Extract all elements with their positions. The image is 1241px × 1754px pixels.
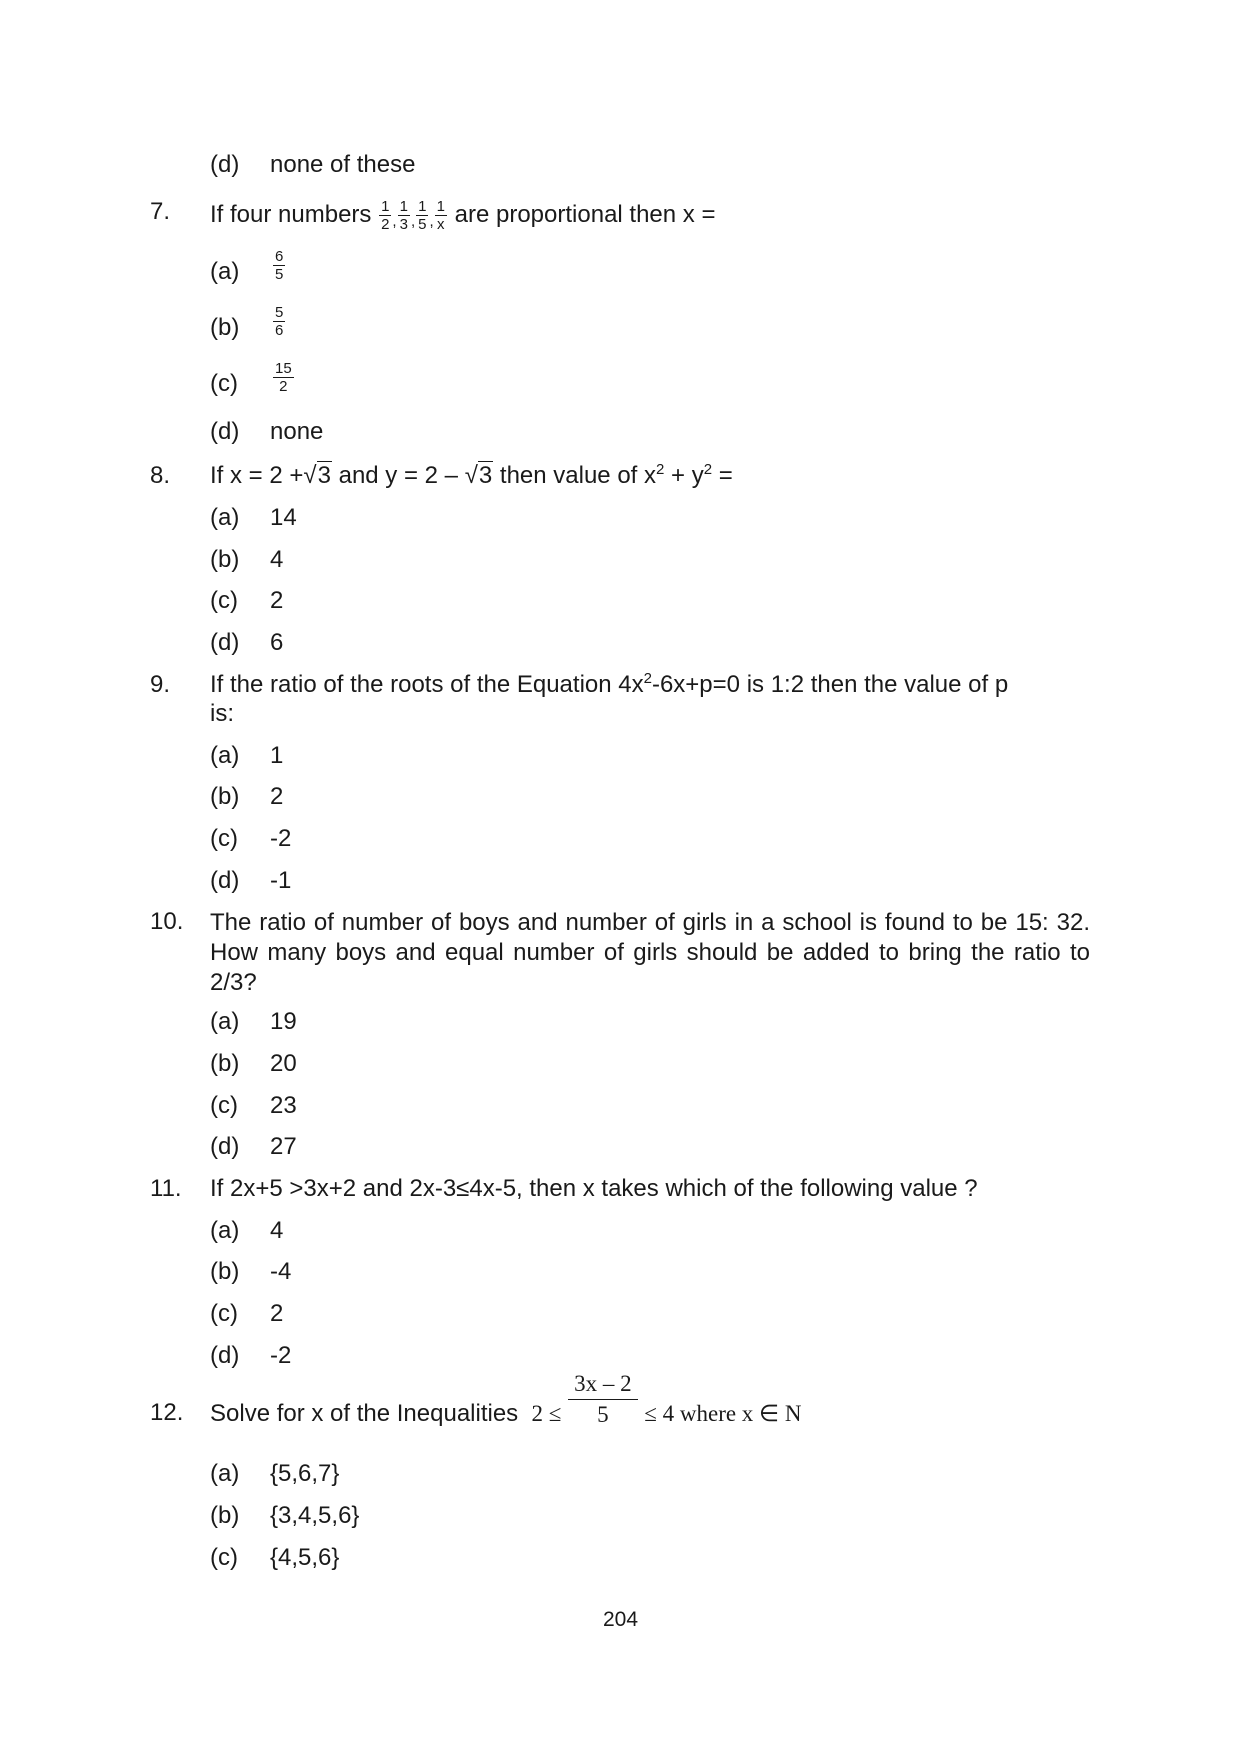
option-label: (b) <box>210 1502 240 1529</box>
fraction: $\frac{1}{2}$ <box>381 198 390 233</box>
question-text: If x = 2 +√3 and y = 2 – √3 then value of $x^2 + y^2$ = <box>210 461 733 489</box>
option-label: (b) <box>210 546 240 573</box>
square-root: √3 <box>464 462 493 489</box>
option-label: (c) <box>210 370 238 397</box>
option-text: 27 <box>270 1133 297 1160</box>
option-label: (a) <box>210 258 240 285</box>
square-root: √3 <box>303 462 331 489</box>
option-text: {5,6,7} <box>270 1460 340 1487</box>
option-label: (c) <box>210 1544 238 1571</box>
option-fraction: $\frac{5}{6}$ <box>275 304 284 339</box>
option-text: -1 <box>270 867 292 894</box>
option-label: (d) <box>210 418 240 445</box>
inequality-rhs: ≤ 4 where x ∈ N <box>644 1400 802 1426</box>
question-number: 10. <box>150 908 184 935</box>
option-text: {4,5,6} <box>270 1544 340 1571</box>
option-text: 14 <box>270 504 297 531</box>
option-label: (a) <box>210 1460 240 1487</box>
option-label: (b) <box>210 1050 240 1077</box>
option-label: (c) <box>210 1092 238 1119</box>
option-text: 19 <box>270 1008 297 1035</box>
option-text: 6 <box>270 629 284 656</box>
fraction: $\frac{1}{x}$ <box>436 198 445 233</box>
option-fraction: $\frac{15}{2}$ <box>275 360 292 395</box>
option-label: (c) <box>210 587 238 614</box>
option-text: 1 <box>270 742 284 769</box>
question-text: If 2x+5 >3x+2 and 2x-3≤4x-5, then x takes which of the following value ? <box>210 1175 978 1202</box>
option-label: (d) <box>210 1133 240 1160</box>
option-text: none of these <box>270 151 416 178</box>
fraction: $\frac{1}{3}$ <box>399 198 408 233</box>
option-text: 4 <box>270 1217 284 1244</box>
option-label: (a) <box>210 1217 240 1244</box>
question-text: If four numbers $\frac{1}{2}$ , $\frac{1}{3}$ , $\frac{1}{5}$ , $\frac{1}{x}$ are proportional then x = <box>210 198 716 233</box>
question-number: 9. <box>150 671 171 698</box>
option-text: -4 <box>270 1258 292 1285</box>
question-number: 12. <box>150 1399 184 1426</box>
option-text: 4 <box>270 546 284 573</box>
option-label: (d) <box>210 1342 240 1369</box>
option-text: 2 <box>270 587 284 614</box>
option-label: (a) <box>210 1008 240 1035</box>
fraction: $\frac{1}{5}$ <box>418 198 427 233</box>
question-number: 8. <box>150 462 171 489</box>
inequality-fraction: $\frac{3x - 2}{5}$ <box>568 1369 638 1430</box>
option-label: (b) <box>210 783 240 810</box>
option-text: 23 <box>270 1092 297 1119</box>
option-label: (a) <box>210 504 240 531</box>
option-label: (d) <box>210 629 240 656</box>
option-text: none <box>270 418 324 445</box>
option-text: 20 <box>270 1050 297 1077</box>
option-label: (b) <box>210 1258 240 1285</box>
inequality-lhs: 2 ≤ <box>531 1400 562 1426</box>
option-label: (d) <box>210 867 240 894</box>
question-number: 11. <box>150 1175 182 1202</box>
question-text: Solve for x of the Inequalities 2 ≤ $\frac{3x - 2}{5}$ ≤ 4 where x ∈ N <box>210 1399 801 1430</box>
option-label: (d) <box>210 151 240 178</box>
option-text: 2 <box>270 1300 284 1327</box>
option-label: (a) <box>210 742 240 769</box>
option-label: (b) <box>210 314 240 341</box>
option-label: (c) <box>210 1300 238 1327</box>
option-text: -2 <box>270 1342 292 1369</box>
page-number: 204 <box>602 1608 639 1631</box>
question-text: If the ratio of the roots of the Equation $4x^2-6x+p=0$ is 1:2 then the value of p <box>210 670 1009 698</box>
option-text: 2 <box>270 783 284 810</box>
option-fraction: $\frac{6}{5}$ <box>275 248 284 283</box>
question-number: 7. <box>150 198 171 225</box>
option-text: -2 <box>270 825 292 852</box>
option-label: (c) <box>210 825 238 852</box>
question-text: The ratio of number of boys and number of girls in a school is found to be 15: 32. How many boys and equal number of girls should be added to bring the ratio to 2/3? <box>210 909 1090 996</box>
option-text: {3,4,5,6} <box>270 1502 360 1529</box>
